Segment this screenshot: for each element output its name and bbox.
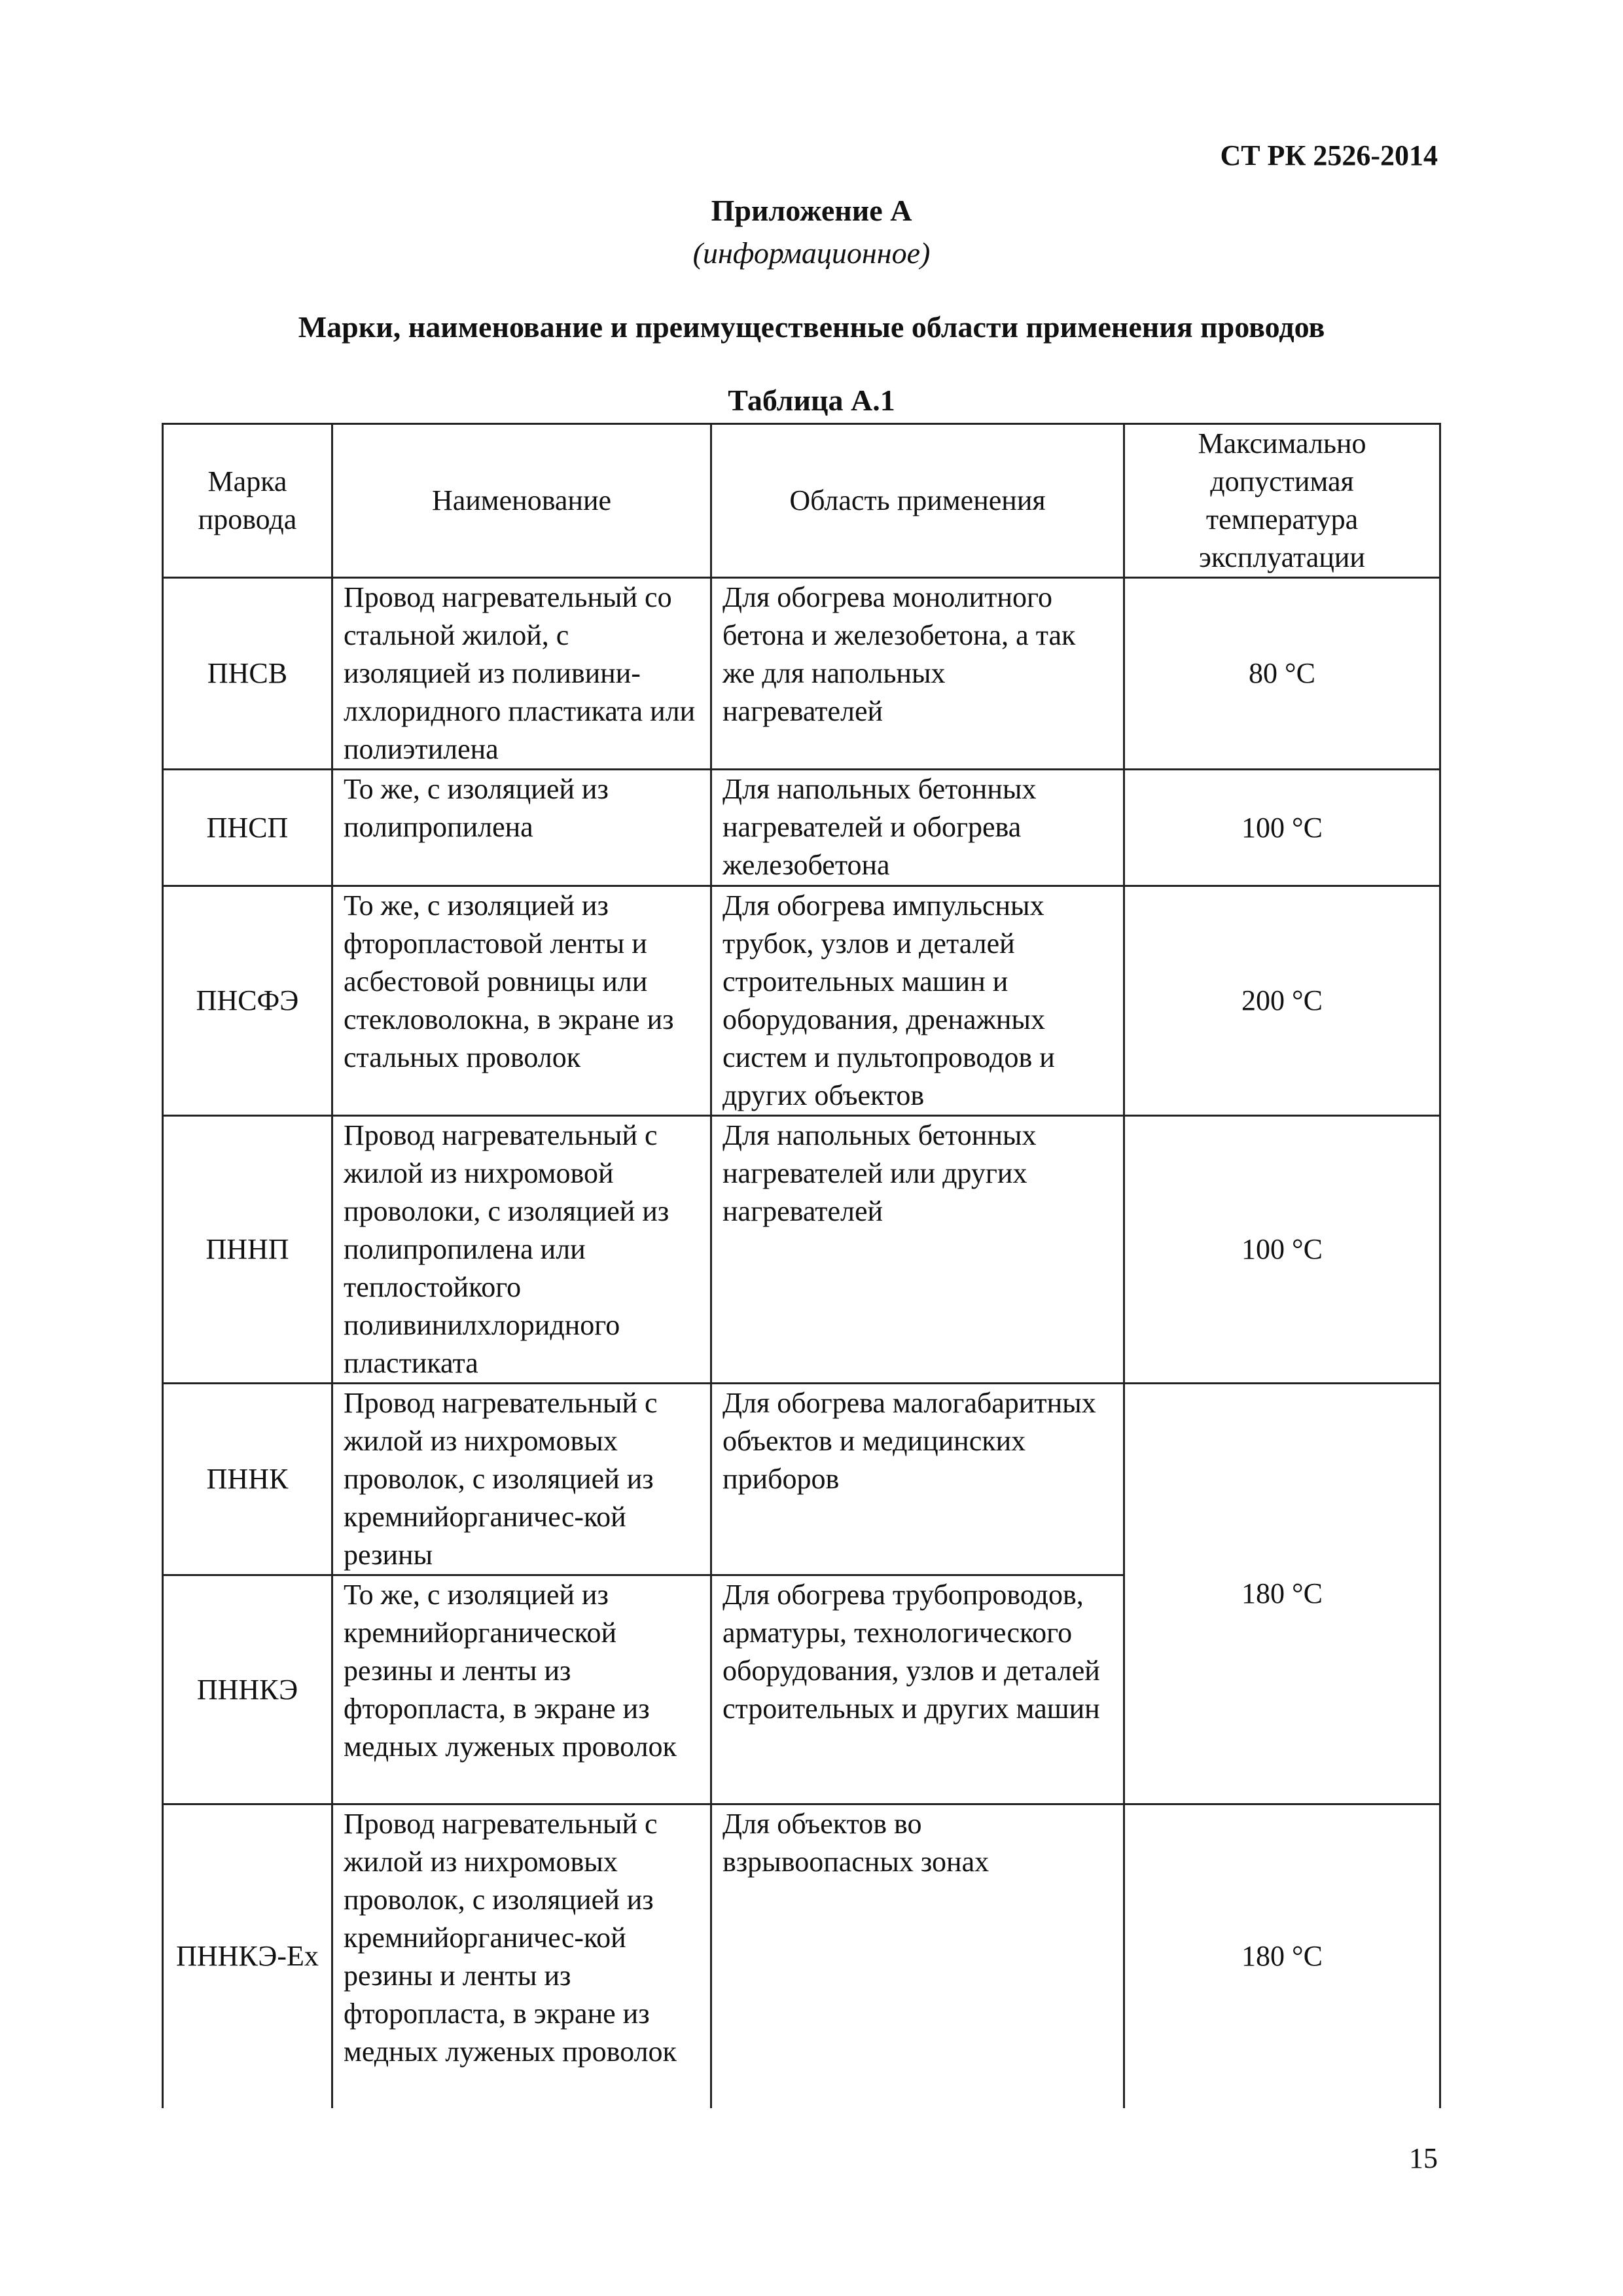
wire-mark: ПННКЭ-Ex	[163, 1804, 332, 2108]
column-header-area: Область применения	[711, 424, 1124, 578]
wire-mark: ПНСФЭ	[163, 886, 332, 1116]
document-code: СТ РК 2526-2014	[1220, 139, 1438, 171]
wire-mark: ПННКЭ	[163, 1575, 332, 1804]
wire-mark: ПНСП	[163, 770, 332, 886]
table-row	[163, 1384, 1440, 1575]
appendix-kind: (информационное)	[692, 236, 931, 270]
wire-mark: ПННК	[163, 1384, 332, 1575]
table-row	[163, 1116, 1440, 1384]
wire-mark: ПНСВ	[163, 578, 332, 770]
section-title: Марки, наименование и преимущественные области применения проводов	[298, 310, 1325, 344]
wire-name: Провод нагревательный с жилой из нихромовых проволок, с изоляцией из кремнийорганичес-кой резины и ленты из фторопласта, в экране из медных луженых проволок	[332, 1804, 711, 2108]
wire-max-temperature: 80 °С	[1124, 578, 1440, 770]
wire-max-temperature: 180 °С	[1124, 1804, 1440, 2108]
wire-max-temperature: 200 °С	[1124, 886, 1440, 1116]
wire-application: Для напольных бетонных нагревателей или других нагревателей	[711, 1116, 1124, 1384]
wire-name: То же, с изоляцией из кремнийорганической резины и ленты из фторопласта, в экране из медных луженых проволок	[332, 1575, 711, 1804]
table-caption: Таблица А.1	[728, 384, 895, 417]
wire-application: Для обогрева импульсных трубок, узлов и деталей строительных машин и оборудования, дренажных систем и пультопроводов и других объектов	[711, 886, 1124, 1116]
wire-name: Провод нагревательный с жилой из нихромовой проволоки, с изоляцией из полипропилена или теплостойкого поливинилхлоридного пластиката	[332, 1116, 711, 1384]
wire-name: Провод нагревательный с жилой из нихромовых проволок, с изоляцией из кремнийорганичес-кой резины	[332, 1384, 711, 1575]
wire-application: Для обогрева трубопроводов, арматуры, технологического оборудования, узлов и деталей строительных и других машин	[711, 1575, 1124, 1804]
column-header-temperature: Максимально допустимая температура эксплуатации	[1124, 424, 1440, 578]
table-header-row	[163, 424, 1440, 578]
wire-name: Провод нагревательный со стальной жилой, с изоляцией из поливини-лхлоридного пластиката или полиэтилена	[332, 578, 711, 770]
wire-application: Для обогрева малогабаритных объектов и медицинских приборов	[711, 1384, 1124, 1575]
wire-mark: ПННП	[163, 1116, 332, 1384]
wire-application: Для объектов во взрывоопасных зонах	[711, 1804, 1124, 2108]
wire-application: Для напольных бетонных нагревателей и обогрева железобетона	[711, 770, 1124, 886]
page-number: 15	[1409, 2142, 1438, 2174]
table-row	[163, 578, 1440, 770]
wire-max-temperature: 100 °С	[1124, 770, 1440, 886]
column-header-name: Наименование	[332, 424, 711, 578]
wires-table	[162, 423, 1441, 2108]
wire-name: То же, с изоляцией из полипропилена	[332, 770, 711, 886]
wire-max-temperature: 180 °С	[1124, 1384, 1440, 1804]
appendix-title: Приложение А	[711, 194, 912, 227]
wire-application: Для обогрева монолитного бетона и железобетона, а так же для напольных нагревателей	[711, 578, 1124, 770]
wire-max-temperature: 100 °С	[1124, 1116, 1440, 1384]
wire-name: То же, с изоляцией из фторопластовой ленты и асбестовой ровницы или стекловолокна, в экране из стальных проволок	[332, 886, 711, 1116]
column-header-mark: Марка провода	[163, 424, 332, 578]
table-row	[163, 770, 1440, 886]
table-row	[163, 1804, 1440, 2108]
table-row	[163, 886, 1440, 1116]
